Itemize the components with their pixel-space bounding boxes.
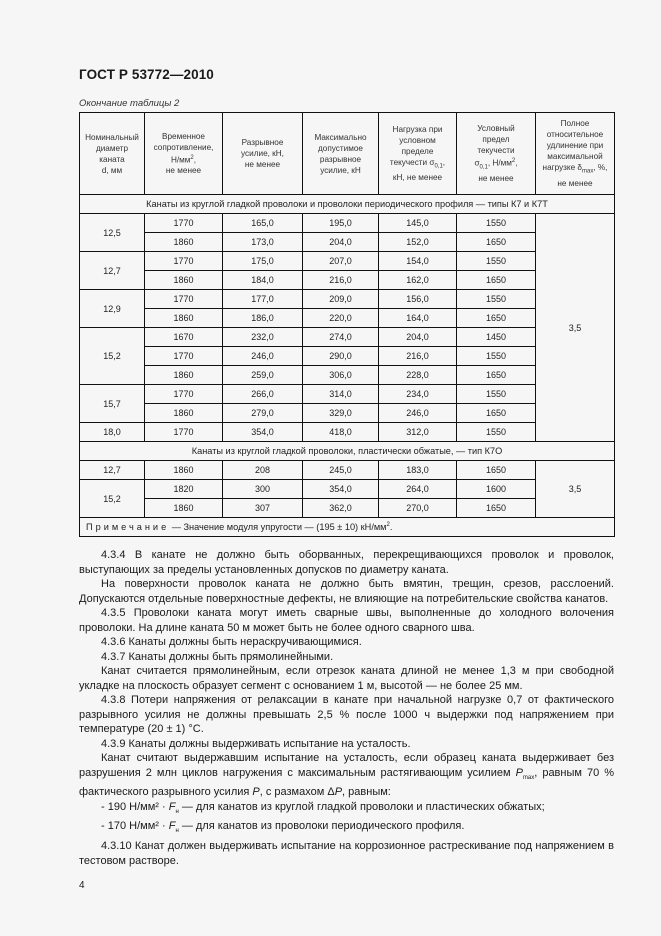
cell-max-force: 290,0 bbox=[303, 347, 379, 366]
cell-max-force: 245,0 bbox=[303, 461, 379, 480]
cell-force: 232,0 bbox=[223, 328, 303, 347]
cell-yield-load: 228,0 bbox=[379, 366, 457, 385]
cell-force: 246,0 bbox=[223, 347, 303, 366]
cell-diameter: 15,2 bbox=[80, 480, 145, 518]
cell-force: 184,0 bbox=[223, 271, 303, 290]
cell-yield-strength: 1550 bbox=[457, 290, 536, 309]
cell-diameter: 12,5 bbox=[80, 214, 145, 252]
cell-force: 177,0 bbox=[223, 290, 303, 309]
cell-force: 175,0 bbox=[223, 252, 303, 271]
section-title: Канаты из круглой гладкой проволоки и проволоки периодического профиля — типы К7 и К7Т bbox=[80, 195, 615, 214]
cell-yield-load: 216,0 bbox=[379, 347, 457, 366]
table-row bbox=[80, 309, 615, 328]
table-note-row bbox=[80, 518, 615, 537]
cell-tensile: 1860 bbox=[145, 309, 223, 328]
paragraph-4-3-10: 4.3.10 Канат должен выдерживать испытание на коррозионное растрескивание под напряжением в тестовом растворе. bbox=[79, 840, 614, 867]
table-row bbox=[80, 423, 615, 442]
cell-yield-strength: 1650 bbox=[457, 271, 536, 290]
cell-yield-strength: 1550 bbox=[457, 423, 536, 442]
cell-yield-load: 270,0 bbox=[379, 499, 457, 518]
cell-diameter: 12,9 bbox=[80, 290, 145, 328]
paragraph-4-3-8: 4.3.8 Потери напряжения от релаксации в канате при начальной нагрузке 0,7 от фактического разрывного усилия не должны превышать 2,5 % после 1000 ч выдержки под напряжением при температуре (20 ± 1) °С. bbox=[79, 694, 614, 735]
cell-tensile: 1770 bbox=[145, 290, 223, 309]
cell-force: 266,0 bbox=[223, 385, 303, 404]
cell-yield-load: 152,0 bbox=[379, 233, 457, 252]
cell-elongation: 3,5 bbox=[536, 461, 615, 518]
table-row bbox=[80, 480, 615, 499]
cell-max-force: 274,0 bbox=[303, 328, 379, 347]
cell-tensile: 1860 bbox=[145, 271, 223, 290]
cell-max-force: 195,0 bbox=[303, 214, 379, 233]
table-row bbox=[80, 461, 615, 480]
section-header-row bbox=[80, 442, 615, 461]
cell-max-force: 220,0 bbox=[303, 309, 379, 328]
table-row bbox=[80, 499, 615, 518]
document-title: ГОСТ Р 53772—2010 bbox=[79, 67, 214, 82]
cell-yield-strength: 1650 bbox=[457, 461, 536, 480]
table-row bbox=[80, 366, 615, 385]
paragraph: Канат считается прямолинейным, если отрезок каната длиной не менее 1,3 м при свободной укладке на плоскость образует сегмент с основанием 1 м, высотой — не более 25 мм. bbox=[79, 665, 614, 692]
cell-max-force: 216,0 bbox=[303, 271, 379, 290]
cell-tensile: 1860 bbox=[145, 461, 223, 480]
col-header-tensile-strength: Временное сопротивление, $Н/мм^2$, не менее bbox=[145, 113, 223, 195]
cell-tensile: 1820 bbox=[145, 480, 223, 499]
cell-yield-load: 183,0 bbox=[379, 461, 457, 480]
list-item: - 190 $Н/мм^2 \cdot F_н$ — для канатов из круглой гладкой проволоки и пластических обжатых; bbox=[101, 800, 545, 815]
cell-diameter: 15,7 bbox=[80, 385, 145, 423]
table-row bbox=[80, 252, 615, 271]
table-row bbox=[80, 271, 615, 290]
cell-max-force: 204,0 bbox=[303, 233, 379, 252]
cell-elongation: 3,5 bbox=[536, 214, 615, 442]
table-row bbox=[80, 347, 615, 366]
table-note: Примечание — Значение модуля упругости — (195 ± 10) $кН/мм^2$. bbox=[80, 518, 615, 537]
paragraph-4-3-5: 4.3.5 Проволоки каната могут иметь сварные швы, выполненные до холодного волочения проволоки. На длине каната 50 м может быть не более одного сварного шва. bbox=[79, 607, 614, 634]
cell-yield-load: 246,0 bbox=[379, 404, 457, 423]
table-row bbox=[80, 214, 615, 233]
cell-yield-strength: 1650 bbox=[457, 499, 536, 518]
table-header-row bbox=[80, 113, 615, 195]
table-row bbox=[80, 328, 615, 347]
page-number: 4 bbox=[79, 880, 85, 891]
cell-yield-load: 156,0 bbox=[379, 290, 457, 309]
cell-force: 208 bbox=[223, 461, 303, 480]
cell-force: 259,0 bbox=[223, 366, 303, 385]
note-label: Примечание bbox=[86, 522, 170, 533]
cell-force: 307 bbox=[223, 499, 303, 518]
cell-yield-strength: 1550 bbox=[457, 385, 536, 404]
cell-yield-strength: 1550 bbox=[457, 347, 536, 366]
cell-max-force: 306,0 bbox=[303, 366, 379, 385]
cell-yield-strength: 1550 bbox=[457, 252, 536, 271]
cell-max-force: 314,0 bbox=[303, 385, 379, 404]
cell-tensile: 1770 bbox=[145, 252, 223, 271]
cell-force: 354,0 bbox=[223, 423, 303, 442]
paragraph-fatigue-criteria: Канат считают выдержавшим испытание на усталость, если образец каната выдерживает без разрушения 2 млн циклов нагружения с максимальным растягивающим усилием $P_{max}$, равным 70 % фактического разрывного усилия P, с размахом ΔP, равным: bbox=[79, 752, 614, 799]
cell-diameter: 12,7 bbox=[80, 461, 145, 480]
cell-tensile: 1770 bbox=[145, 214, 223, 233]
rope-properties-table bbox=[79, 112, 615, 537]
cell-diameter: 18,0 bbox=[80, 423, 145, 442]
cell-yield-strength: 1450 bbox=[457, 328, 536, 347]
table-row bbox=[80, 233, 615, 252]
cell-max-force: 418,0 bbox=[303, 423, 379, 442]
cell-force: 165,0 bbox=[223, 214, 303, 233]
note-text: — Значение модуля упругости — (195 ± 10) кН/мм bbox=[169, 522, 387, 533]
cell-tensile: 1770 bbox=[145, 347, 223, 366]
cell-yield-load: 145,0 bbox=[379, 214, 457, 233]
cell-tensile: 1860 bbox=[145, 404, 223, 423]
table-row bbox=[80, 290, 615, 309]
cell-tensile: 1770 bbox=[145, 385, 223, 404]
cell-max-force: 354,0 bbox=[303, 480, 379, 499]
cell-yield-load: 312,0 bbox=[379, 423, 457, 442]
cell-yield-strength: 1650 bbox=[457, 366, 536, 385]
cell-force: 300 bbox=[223, 480, 303, 499]
list-item: - 170 $Н/мм^2 \cdot F_н$ — для канатов из проволоки периодического профиля. bbox=[101, 820, 465, 835]
table-row bbox=[80, 385, 615, 404]
cell-force: 186,0 bbox=[223, 309, 303, 328]
section-header-row bbox=[80, 195, 615, 214]
col-header-max-breaking-force: Максимально допустимое разрывное усилие, кН bbox=[303, 113, 379, 195]
col-header-breaking-force: Разрывное усилие, кН, не менее bbox=[223, 113, 303, 195]
cell-max-force: 209,0 bbox=[303, 290, 379, 309]
cell-yield-strength: 1650 bbox=[457, 404, 536, 423]
cell-tensile: 1860 bbox=[145, 233, 223, 252]
cell-max-force: 329,0 bbox=[303, 404, 379, 423]
cell-tensile: 1770 bbox=[145, 423, 223, 442]
cell-tensile: 1860 bbox=[145, 366, 223, 385]
table-caption: Окончание таблицы 2 bbox=[79, 98, 180, 109]
cell-max-force: 207,0 bbox=[303, 252, 379, 271]
cell-tensile: 1670 bbox=[145, 328, 223, 347]
col-header-yield-strength: Условный предел текучести $\sigma_{0,1}$, $Н/мм^2$, не менее bbox=[457, 113, 536, 195]
cell-diameter: 12,7 bbox=[80, 252, 145, 290]
col-header-diameter: Номинальный диаметр каната d, мм bbox=[80, 113, 145, 195]
cell-yield-strength: 1650 bbox=[457, 309, 536, 328]
cell-yield-strength: 1600 bbox=[457, 480, 536, 499]
cell-force: 279,0 bbox=[223, 404, 303, 423]
section-title: Канаты из круглой гладкой проволоки, пластически обжатые, — тип К7О bbox=[80, 442, 615, 461]
cell-yield-strength: 1650 bbox=[457, 233, 536, 252]
cell-max-force: 362,0 bbox=[303, 499, 379, 518]
col-header-yield-load: Нагрузка при условном пределе текучести $\sigma_{0,1}$, кН, не менее bbox=[379, 113, 457, 195]
col-header-elongation: Полное относительное удлинение при максимальной нагрузке $\delta_{max}$, %, не менее bbox=[536, 113, 615, 195]
cell-yield-load: 234,0 bbox=[379, 385, 457, 404]
paragraph: На поверхности проволок каната не должно быть вмятин, трещин, срезов, расслоений. Допускаются отдельные поверхностные дефекты, не влияющие на потребительские свойства канатов. bbox=[79, 578, 614, 605]
paragraph-4-3-7: 4.3.7 Канаты должны быть прямолинейными. bbox=[101, 650, 334, 663]
cell-tensile: 1860 bbox=[145, 499, 223, 518]
table-row bbox=[80, 404, 615, 423]
cell-yield-load: 204,0 bbox=[379, 328, 457, 347]
cell-yield-load: 164,0 bbox=[379, 309, 457, 328]
cell-yield-load: 154,0 bbox=[379, 252, 457, 271]
paragraph-4-3-9: 4.3.9 Канаты должны выдерживать испытание на усталость. bbox=[101, 737, 411, 750]
cell-yield-load: 264,0 bbox=[379, 480, 457, 499]
paragraph-4-3-6: 4.3.6 Канаты должны быть нераскручивающимися. bbox=[101, 636, 362, 648]
cell-diameter: 15,2 bbox=[80, 328, 145, 385]
cell-force: 173,0 bbox=[223, 233, 303, 252]
document-body bbox=[79, 548, 614, 868]
cell-yield-load: 162,0 bbox=[379, 271, 457, 290]
cell-yield-strength: 1550 bbox=[457, 214, 536, 233]
paragraph-4-3-4: 4.3.4 В канате не должно быть оборванных, перекрещивающихся проволок и проволок, выступающих за пределы установленных допусков по диаметру каната. bbox=[79, 549, 614, 576]
